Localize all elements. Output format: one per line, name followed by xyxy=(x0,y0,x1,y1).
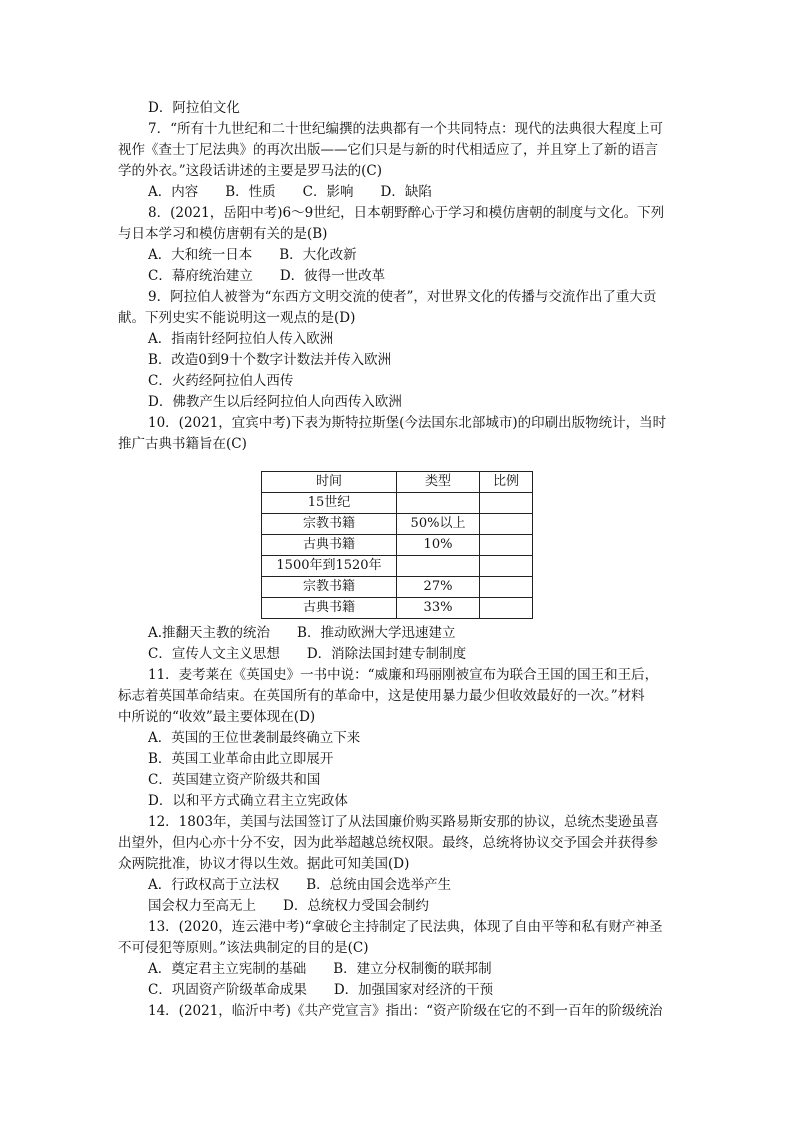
q7-options: A．内容 B．性质 C．影响 D．缺陷 xyxy=(148,184,432,200)
q11-stem-line-1: 11．麦考莱在《英国史》一书中说：“威廉和玛丽刚被宣布为联合王国的国王和王后， xyxy=(148,667,659,683)
q10-options-cd: C．宣传人文主义思想 D．消除法国封建专制制度 xyxy=(148,646,467,662)
q11-option-a: A．英国的王位世袭制最终确立下来 xyxy=(148,730,361,746)
table-cell: 10% xyxy=(397,535,480,556)
q12-options-cd: 国会权力至高无上 D．总统权力受国会制约 xyxy=(148,898,429,914)
q12-stem-line-1: 12．1803年，美国与法国签订了从法国廉价购买路易斯安那的协议，总统杰斐逊虽喜 xyxy=(148,814,659,830)
table-cell: 古典书籍 xyxy=(262,598,397,619)
q10-options-ab: A.推翻天主教的统治 B．推动欧洲大学迅速建立 xyxy=(148,625,456,641)
q11-stem-line-3: 中所说的“收效”最主要体现在(D) xyxy=(118,709,316,725)
q11-option-b: B．英国工业革命由此立即展开 xyxy=(148,751,334,767)
q12-stem-line-2: 出望外，但内心亦十分不安，因为此举超越总统权限。最终，总统将协议交予国会并获得参 xyxy=(118,835,658,851)
table-cell xyxy=(397,493,480,514)
table-cell: 50%以上 xyxy=(397,514,480,535)
table-cell xyxy=(480,493,533,514)
q8-stem-line-2: 与日本学习和模仿唐朝有关的是(B) xyxy=(118,226,328,242)
q8-options-ab: A．大和统一日本 B．大化改新 xyxy=(148,247,357,263)
q7-stem-line-1: 7．“所有十九世纪和二十世纪编撰的法典都有一个共同特点：现代的法典很大程度上可 xyxy=(148,121,663,137)
table-cell xyxy=(480,514,533,535)
q6-option-d: D．阿拉伯文化 xyxy=(148,100,240,116)
q8-options-cd: C．幕府统治建立 D．彼得一世改革 xyxy=(148,268,386,284)
q9-stem-line-2: 献。下列史实不能说明这一观点的是(D) xyxy=(118,310,356,326)
table-cell: 15世纪 xyxy=(262,493,397,514)
q13-stem-line-1: 13．(2020，连云港中考)“拿破仑主持制定了民法典，体现了自由平等和私有财产神圣 xyxy=(148,919,663,935)
q12-options-ab: A．行政权高于立法权 B．总统由国会选举产生 xyxy=(148,877,452,893)
q13-options-ab: A．奠定君主立宪制的基础 B．建立分权制衡的联邦制 xyxy=(148,961,492,977)
table-header-cell: 时间 xyxy=(262,472,397,493)
table-header-cell: 类型 xyxy=(397,472,480,493)
table-row xyxy=(262,493,533,514)
q9-option-b: B．改造0到9十个数字计数法并传入欧洲 xyxy=(148,352,392,368)
table-row xyxy=(262,598,533,619)
table-row xyxy=(262,514,533,535)
table-row xyxy=(262,577,533,598)
q10-stem-line-1: 10．(2021，宜宾中考)下表为斯特拉斯堡(今法国东北部城市)的印刷出版物统计，当时 xyxy=(148,415,667,431)
table-header-cell: 比例 xyxy=(480,472,533,493)
q9-option-c: C．火药经阿拉伯人西传 xyxy=(148,373,294,389)
table-cell xyxy=(480,535,533,556)
q9-option-d: D．佛教产生以后经阿拉伯人向西传入欧洲 xyxy=(148,394,402,410)
table-cell: 1500年到1520年 xyxy=(262,556,397,577)
table-cell: 宗教书籍 xyxy=(262,577,397,598)
table-cell xyxy=(480,577,533,598)
table-cell: 宗教书籍 xyxy=(262,514,397,535)
q7-stem-line-2: 视作《查士丁尼法典》的再次出版——它们只是与新的时代相适应了，并且穿上了新的语言 xyxy=(118,142,658,158)
q9-option-a: A．指南针经阿拉伯人传入欧洲 xyxy=(148,331,334,347)
q10-stem-line-2: 推广古典书籍旨在(C) xyxy=(118,436,247,452)
q12-stem-line-3: 众两院批准，协议才得以生效。据此可知美国(D) xyxy=(118,856,410,872)
table-cell: 33% xyxy=(397,598,480,619)
q8-stem-line-1: 8．(2021，岳阳中考)6～9世纪，日本朝野醉心于学习和模仿唐朝的制度与文化。下列 xyxy=(148,205,665,221)
printing-statistics-table xyxy=(261,471,533,619)
q14-stem-line-1: 14．(2021，临沂中考)《共产党宣言》指出：“资产阶级在它的不到一百年的阶级统治 xyxy=(148,1003,663,1019)
q11-option-c: C．英国建立资产阶级共和国 xyxy=(148,772,321,788)
table-cell: 27% xyxy=(397,577,480,598)
table-row xyxy=(262,535,533,556)
table-row xyxy=(262,556,533,577)
q13-options-cd: C．巩固资产阶级革命成果 D．加强国家对经济的干预 xyxy=(148,982,494,998)
q13-stem-line-2: 不可侵犯等原则。”该法典制定的目的是(C) xyxy=(118,940,369,956)
table-cell xyxy=(480,598,533,619)
table-cell: 古典书籍 xyxy=(262,535,397,556)
q11-option-d: D．以和平方式确立君主立宪政体 xyxy=(148,793,348,809)
q9-stem-line-1: 9．阿拉伯人被誉为“东西方文明交流的使者”，对世界文化的传播与交流作出了重大贡 xyxy=(148,289,657,305)
q11-stem-line-2: 标志着英国革命结束。在英国所有的革命中，这是使用暴力最少但收效最好的一次。”材料 xyxy=(118,688,645,704)
table-cell xyxy=(397,556,480,577)
table-cell xyxy=(480,556,533,577)
q7-stem-line-3: 学的外衣。”这段话讲述的主要是罗马法的(C) xyxy=(118,163,383,179)
table-header-row xyxy=(262,472,533,493)
